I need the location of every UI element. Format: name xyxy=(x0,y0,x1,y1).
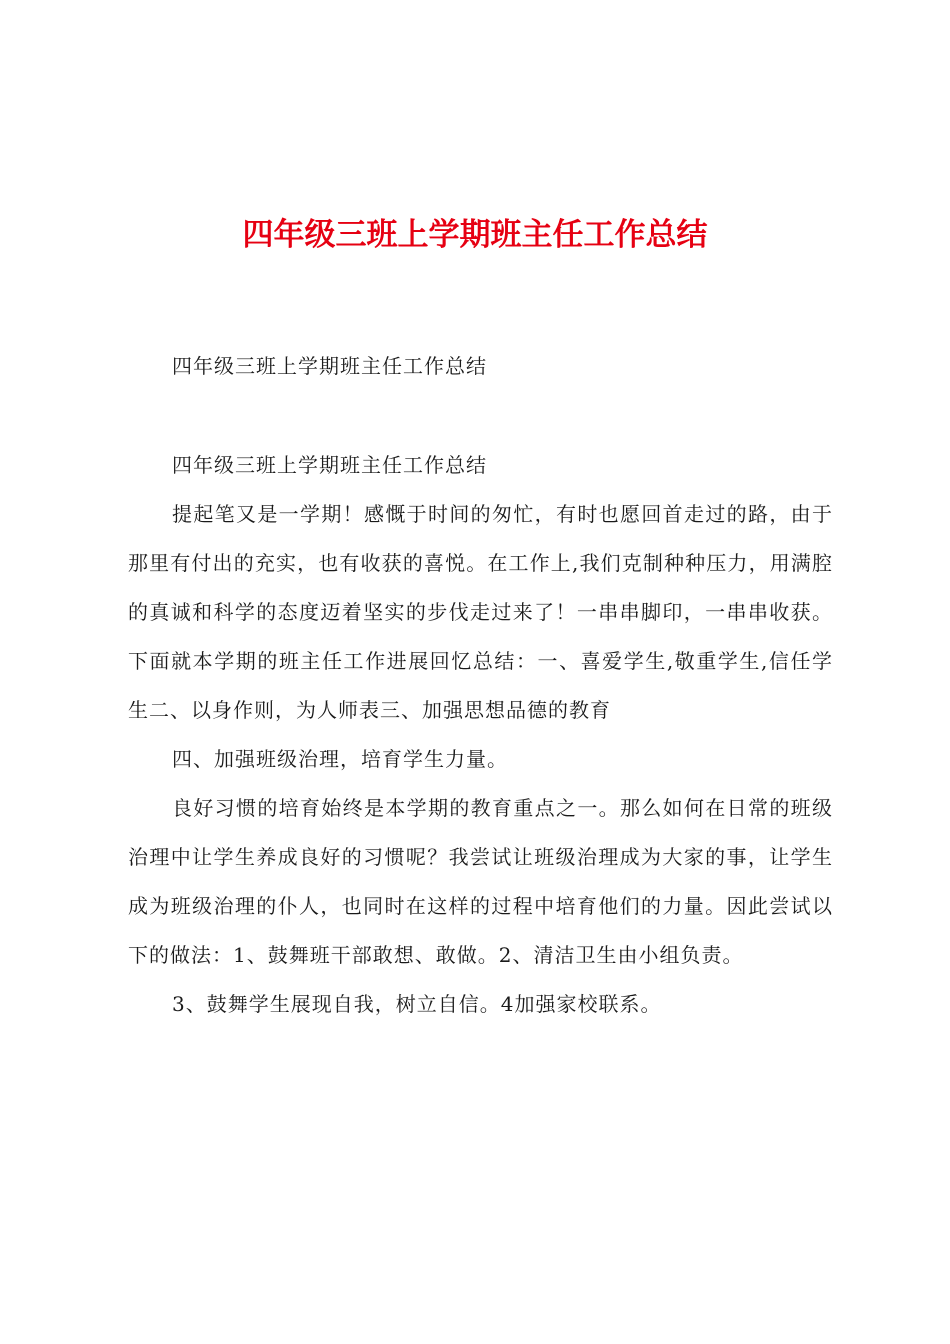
paragraph-section-four: 四、加强班级治理，培育学生力量。 xyxy=(172,747,508,771)
paragraph-intro: 提起笔又是一学期！感慨于时间的匆忙，有时也愿回首走过的路，由于那里有付出的充实，也有收获的喜悦。在工作上,我们克制种种压力，用满腔的真诚和科学的态度迈着坚实的步伐走过来了！一串串脚印，一串串收获。下面就本学期的班主任工作进展回忆总结：一、喜爱学生,敬重学生,信任学生二、以身作则，为人师表三、加强思想品德的教育 xyxy=(128,502,833,722)
document-body xyxy=(128,342,833,1029)
paragraph-closing: 3、鼓舞学生展现自我，树立自信。4加强家校联系。 xyxy=(172,992,662,1016)
paragraph-heading: 四年级三班上学期班主任工作总结 xyxy=(172,453,487,477)
paragraph-subtitle: 四年级三班上学期班主任工作总结 xyxy=(172,354,487,378)
document-title: 四年级三班上学期班主任工作总结 xyxy=(242,217,708,253)
paragraph-habits: 良好习惯的培育始终是本学期的教育重点之一。那么如何在日常的班级治理中让学生养成良好的习惯呢？我尝试让班级治理成为大家的事，让学生成为班级治理的仆人，也同时在这样的过程中培育他们的力量。因此尝试以下的做法：1、鼓舞班干部敢想、敢做。2、清洁卫生由小组负责。 xyxy=(128,796,833,967)
